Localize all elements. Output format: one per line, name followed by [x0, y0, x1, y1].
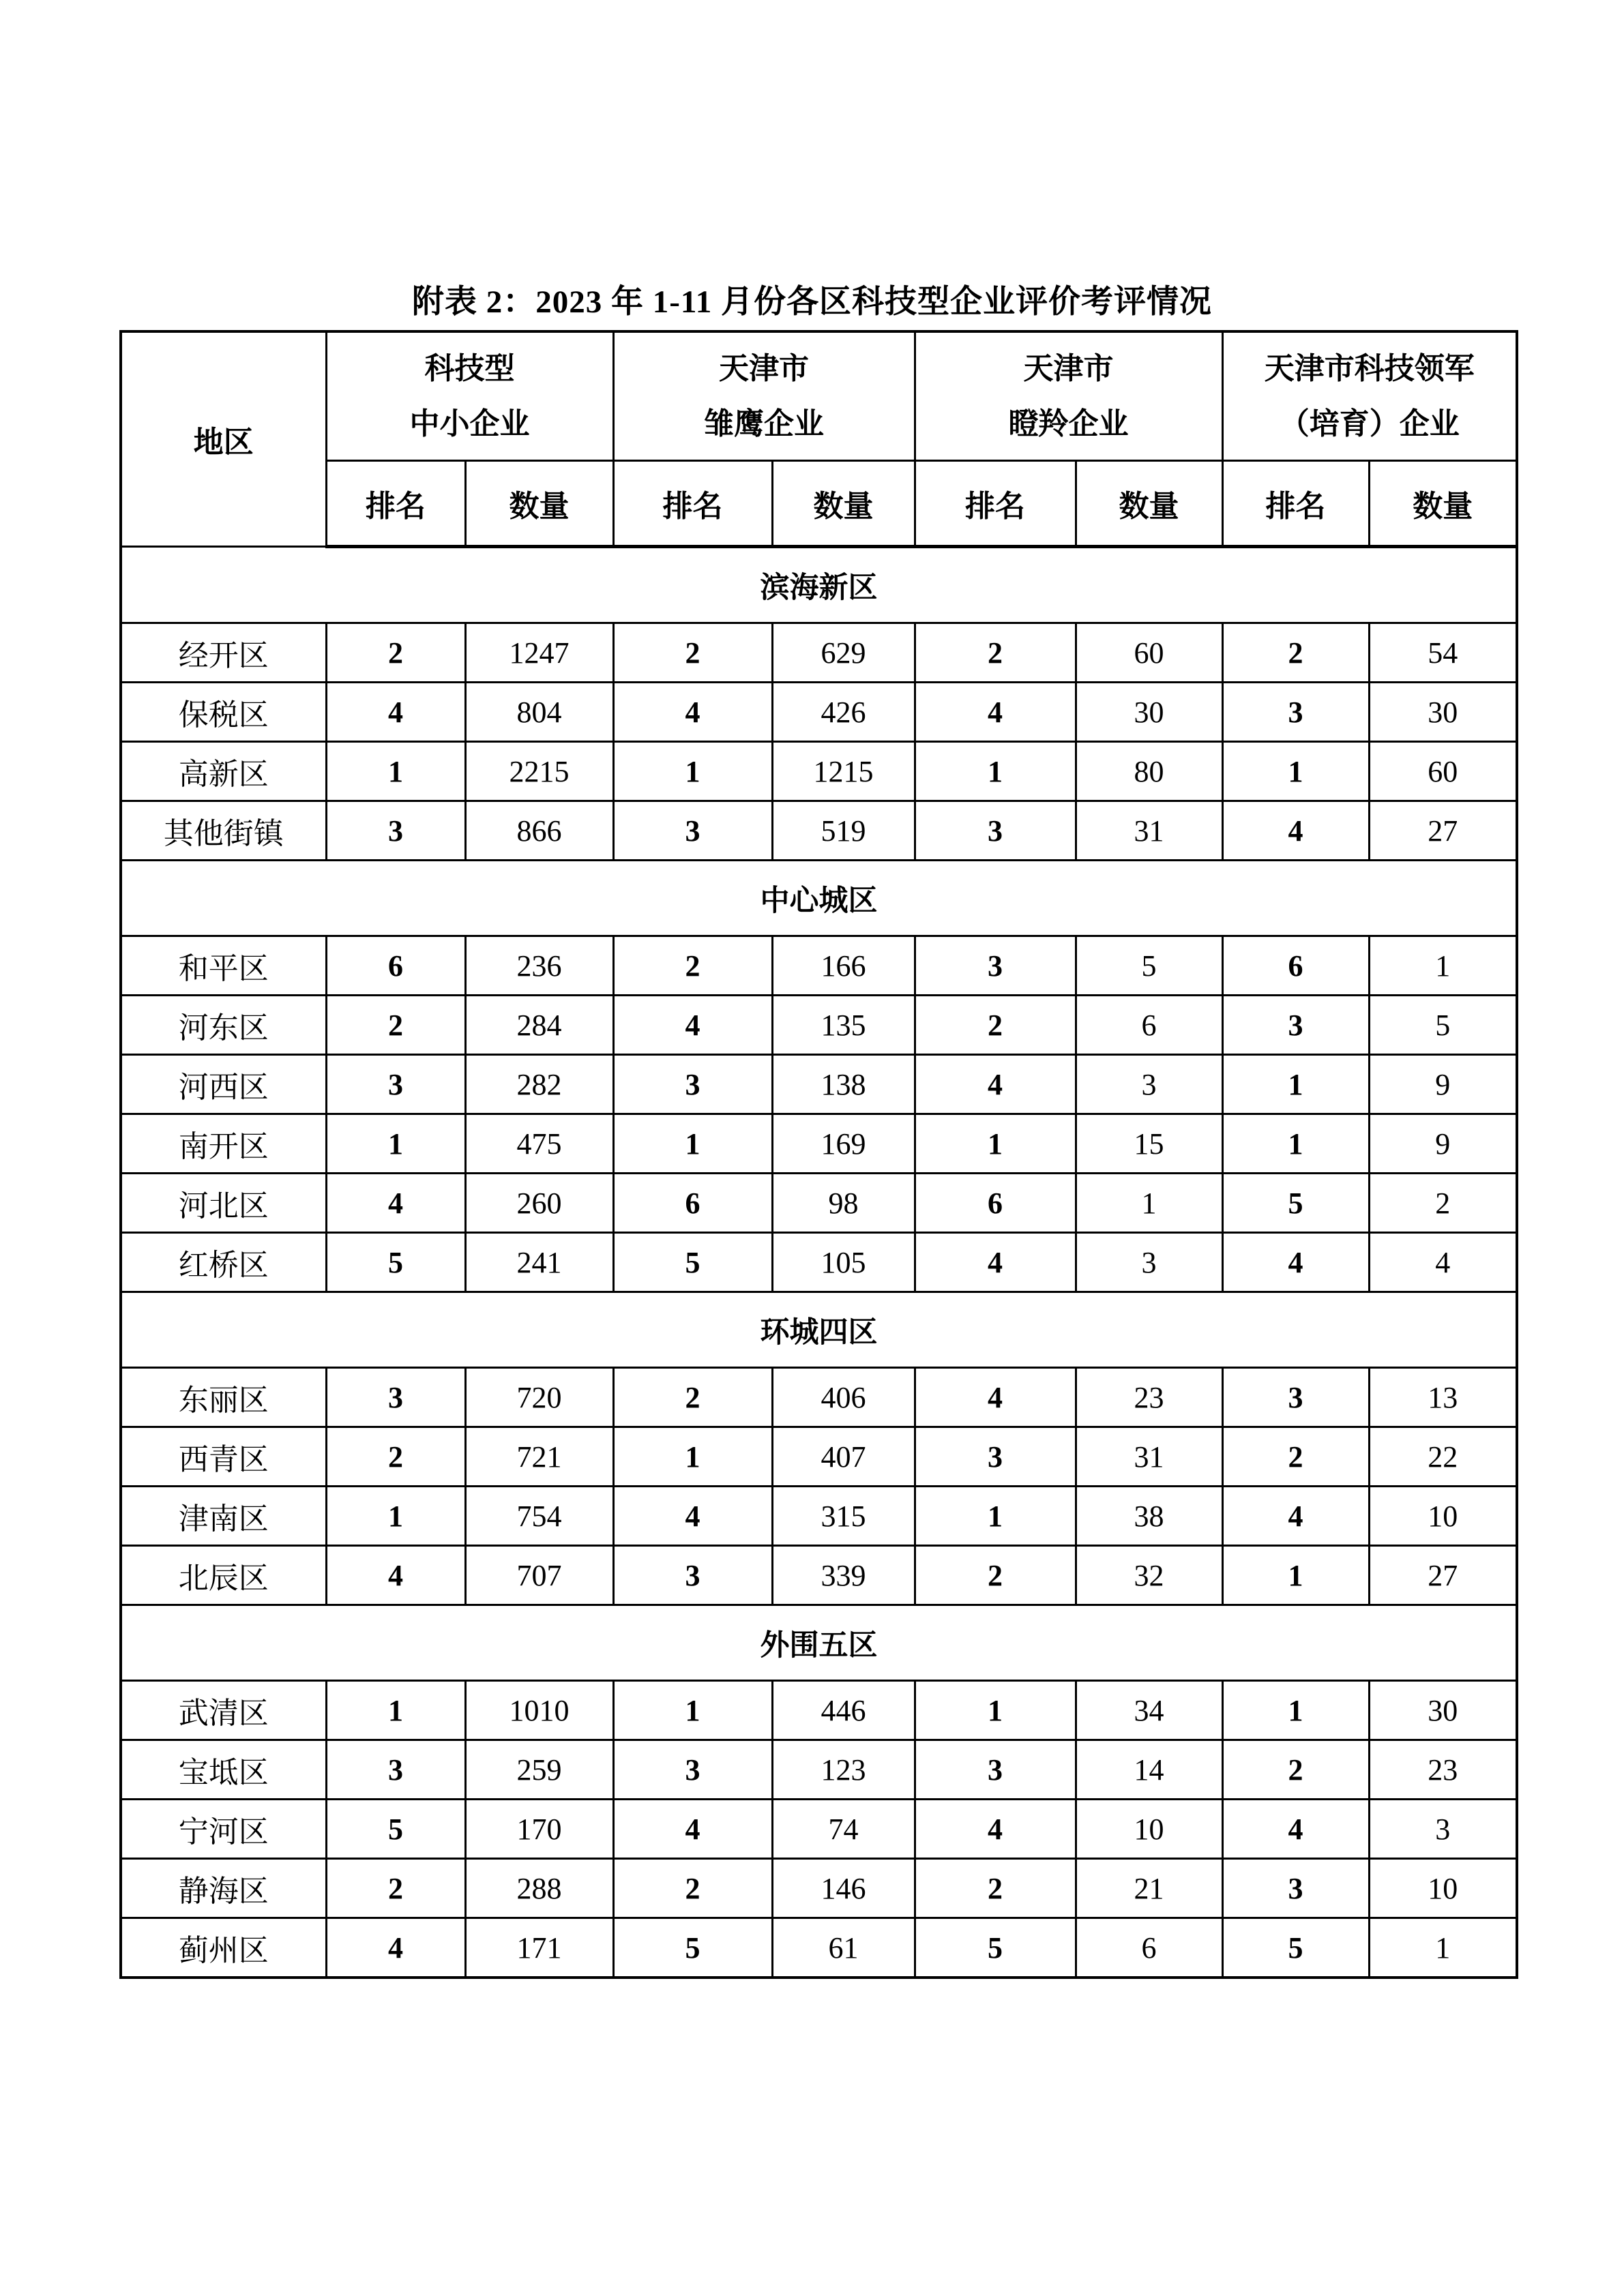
- count-cell: 80: [1076, 742, 1222, 801]
- count-cell: 34: [1076, 1681, 1222, 1740]
- group-header-cell: [613, 331, 915, 461]
- region-cell: 静海区: [121, 1859, 326, 1918]
- rank-cell: 6: [613, 1174, 772, 1233]
- region-header-cell: 地区: [121, 331, 326, 547]
- count-header-cell: 数量: [1076, 461, 1222, 547]
- count-cell: 31: [1076, 801, 1222, 861]
- group-header-cell: [326, 331, 613, 461]
- rank-cell: 4: [613, 996, 772, 1055]
- rank-cell: 5: [326, 1800, 465, 1859]
- group-label-line: 天津市: [719, 351, 809, 385]
- table-row: [121, 1114, 1517, 1174]
- count-cell: 30: [1369, 683, 1517, 742]
- table-row: [121, 1233, 1517, 1292]
- count-cell: 169: [772, 1114, 915, 1174]
- count-cell: 166: [772, 936, 915, 996]
- table-row: [121, 1859, 1517, 1918]
- rank-cell: 4: [915, 1368, 1076, 1427]
- rank-cell: 2: [915, 623, 1076, 683]
- count-cell: 30: [1076, 683, 1222, 742]
- rank-cell: 1: [915, 1487, 1076, 1546]
- count-cell: 9: [1369, 1055, 1517, 1114]
- count-cell: 23: [1369, 1740, 1517, 1800]
- count-cell: 6: [1076, 996, 1222, 1055]
- count-cell: 30: [1369, 1681, 1517, 1740]
- count-cell: 3: [1076, 1055, 1222, 1114]
- table-row: [121, 1681, 1517, 1740]
- rank-cell: 3: [915, 801, 1076, 861]
- table-row: [121, 996, 1517, 1055]
- rank-cell: 6: [915, 1174, 1076, 1233]
- rank-cell: 4: [613, 1800, 772, 1859]
- count-cell: 10: [1076, 1800, 1222, 1859]
- rank-cell: 4: [1222, 1233, 1369, 1292]
- rank-cell: 2: [1222, 1427, 1369, 1487]
- rank-cell: 1: [613, 1114, 772, 1174]
- rank-cell: 4: [326, 683, 465, 742]
- region-cell: 东丽区: [121, 1368, 326, 1427]
- count-cell: 1247: [465, 623, 613, 683]
- count-cell: 15: [1076, 1114, 1222, 1174]
- table-row: [121, 683, 1517, 742]
- count-cell: 866: [465, 801, 613, 861]
- count-cell: 60: [1076, 623, 1222, 683]
- region-cell: 宁河区: [121, 1800, 326, 1859]
- count-cell: 123: [772, 1740, 915, 1800]
- rank-cell: 1: [326, 742, 465, 801]
- count-cell: 406: [772, 1368, 915, 1427]
- region-cell: 宝坻区: [121, 1740, 326, 1800]
- rank-cell: 4: [326, 1918, 465, 1978]
- table-row: [121, 1800, 1517, 1859]
- group-label-line: 瞪羚企业: [1008, 407, 1129, 441]
- count-cell: 32: [1076, 1546, 1222, 1605]
- table-row: [121, 742, 1517, 801]
- count-cell: 804: [465, 683, 613, 742]
- table-row: [121, 623, 1517, 683]
- rank-cell: 4: [1222, 1800, 1369, 1859]
- rank-cell: 1: [326, 1487, 465, 1546]
- count-cell: 407: [772, 1427, 915, 1487]
- rank-cell: 1: [326, 1114, 465, 1174]
- count-cell: 74: [772, 1800, 915, 1859]
- rank-cell: 3: [915, 1740, 1076, 1800]
- rank-cell: 5: [326, 1233, 465, 1292]
- rank-cell: 5: [1222, 1174, 1369, 1233]
- group-label-line: 中小企业: [409, 407, 530, 441]
- count-cell: 1: [1369, 1918, 1517, 1978]
- rank-cell: 3: [915, 936, 1076, 996]
- rank-cell: 1: [915, 1114, 1076, 1174]
- table-row: [121, 1174, 1517, 1233]
- group-label-line: 天津市: [1023, 351, 1114, 385]
- rank-cell: 1: [613, 1681, 772, 1740]
- group-label-line: （培育）企业: [1279, 407, 1460, 441]
- section-row: [121, 1605, 1517, 1681]
- rank-cell: 1: [613, 1427, 772, 1487]
- rank-cell: 4: [326, 1174, 465, 1233]
- rank-header-cell: 排名: [326, 461, 465, 547]
- count-cell: 284: [465, 996, 613, 1055]
- rank-cell: 3: [326, 1368, 465, 1427]
- group-header-cell: [915, 331, 1222, 461]
- rank-cell: 1: [915, 1681, 1076, 1740]
- count-cell: 135: [772, 996, 915, 1055]
- count-cell: 21: [1076, 1859, 1222, 1918]
- group-header-cell: [1222, 331, 1517, 461]
- rank-cell: 4: [915, 1800, 1076, 1859]
- rank-cell: 4: [915, 683, 1076, 742]
- rank-cell: 3: [613, 1546, 772, 1605]
- rank-cell: 3: [326, 1740, 465, 1800]
- count-cell: 14: [1076, 1740, 1222, 1800]
- count-cell: 236: [465, 936, 613, 996]
- rank-cell: 1: [1222, 1114, 1369, 1174]
- region-cell: 其他街镇: [121, 801, 326, 861]
- rank-cell: 2: [915, 1859, 1076, 1918]
- rank-cell: 5: [1222, 1918, 1369, 1978]
- rank-cell: 1: [915, 742, 1076, 801]
- table-row: [121, 1740, 1517, 1800]
- rank-cell: 3: [613, 1740, 772, 1800]
- count-cell: 22: [1369, 1427, 1517, 1487]
- count-cell: 1: [1076, 1174, 1222, 1233]
- rank-cell: 1: [326, 1681, 465, 1740]
- rank-cell: 2: [1222, 623, 1369, 683]
- table-row: [121, 801, 1517, 861]
- count-cell: 282: [465, 1055, 613, 1114]
- rank-cell: 6: [326, 936, 465, 996]
- evaluation-table: [119, 330, 1518, 1979]
- count-cell: 1215: [772, 742, 915, 801]
- count-cell: 426: [772, 683, 915, 742]
- rank-cell: 3: [1222, 683, 1369, 742]
- rank-cell: 1: [1222, 1055, 1369, 1114]
- rank-header-cell: 排名: [915, 461, 1076, 547]
- rank-cell: 2: [326, 996, 465, 1055]
- count-cell: 60: [1369, 742, 1517, 801]
- count-cell: 10: [1369, 1487, 1517, 1546]
- region-cell: 河北区: [121, 1174, 326, 1233]
- count-cell: 519: [772, 801, 915, 861]
- count-cell: 31: [1076, 1427, 1222, 1487]
- rank-cell: 2: [613, 1859, 772, 1918]
- page-title: 附表 2：2023 年 1-11 月份各区科技型企业评价考评情况: [411, 284, 1213, 320]
- region-cell: 北辰区: [121, 1546, 326, 1605]
- table-row: [121, 1546, 1517, 1605]
- count-cell: 475: [465, 1114, 613, 1174]
- count-cell: 3: [1369, 1800, 1517, 1859]
- count-cell: 54: [1369, 623, 1517, 683]
- count-header-cell: 数量: [1369, 461, 1517, 547]
- count-cell: 9: [1369, 1114, 1517, 1174]
- count-cell: 5: [1076, 936, 1222, 996]
- section-name: 环城四区: [121, 1292, 1517, 1368]
- count-cell: 23: [1076, 1368, 1222, 1427]
- count-cell: 61: [772, 1918, 915, 1978]
- region-cell: 和平区: [121, 936, 326, 996]
- group-label-line: 科技型: [424, 351, 515, 385]
- count-cell: 146: [772, 1859, 915, 1918]
- count-cell: 629: [772, 623, 915, 683]
- rank-cell: 2: [326, 1427, 465, 1487]
- count-cell: 27: [1369, 801, 1517, 861]
- count-cell: 98: [772, 1174, 915, 1233]
- count-cell: 5: [1369, 996, 1517, 1055]
- rank-cell: 5: [613, 1233, 772, 1292]
- region-cell: 红桥区: [121, 1233, 326, 1292]
- region-cell: 经开区: [121, 623, 326, 683]
- count-cell: 754: [465, 1487, 613, 1546]
- rank-cell: 3: [1222, 1368, 1369, 1427]
- count-cell: 707: [465, 1546, 613, 1605]
- count-cell: 4: [1369, 1233, 1517, 1292]
- region-cell: 武清区: [121, 1681, 326, 1740]
- region-cell: 河西区: [121, 1055, 326, 1114]
- rank-cell: 3: [1222, 1859, 1369, 1918]
- rank-cell: 2: [326, 623, 465, 683]
- rank-cell: 1: [1222, 742, 1369, 801]
- table-row: [121, 1055, 1517, 1114]
- count-cell: 339: [772, 1546, 915, 1605]
- count-cell: 260: [465, 1174, 613, 1233]
- rank-cell: 4: [915, 1055, 1076, 1114]
- rank-cell: 4: [1222, 1487, 1369, 1546]
- count-cell: 10: [1369, 1859, 1517, 1918]
- table-row: [121, 1487, 1517, 1546]
- count-cell: 446: [772, 1681, 915, 1740]
- count-cell: 3: [1076, 1233, 1222, 1292]
- section-row: [121, 547, 1517, 623]
- rank-cell: 4: [326, 1546, 465, 1605]
- region-cell: 蓟州区: [121, 1918, 326, 1978]
- count-header-cell: 数量: [772, 461, 915, 547]
- table-row: [121, 1427, 1517, 1487]
- rank-cell: 2: [326, 1859, 465, 1918]
- region-cell: 西青区: [121, 1427, 326, 1487]
- count-header-cell: 数量: [465, 461, 613, 547]
- count-cell: 2: [1369, 1174, 1517, 1233]
- rank-cell: 2: [613, 1368, 772, 1427]
- count-cell: 315: [772, 1487, 915, 1546]
- sub-header-row: [121, 461, 1517, 547]
- rank-cell: 1: [613, 742, 772, 801]
- section-name: 中心城区: [121, 861, 1517, 936]
- rank-cell: 3: [613, 1055, 772, 1114]
- region-cell: 津南区: [121, 1487, 326, 1546]
- group-label-line: 天津市科技领军: [1264, 351, 1475, 385]
- count-cell: 170: [465, 1800, 613, 1859]
- rank-cell: 4: [915, 1233, 1076, 1292]
- table-row: [121, 1918, 1517, 1978]
- rank-cell: 3: [326, 801, 465, 861]
- rank-cell: 3: [326, 1055, 465, 1114]
- rank-cell: 1: [1222, 1546, 1369, 1605]
- rank-cell: 6: [1222, 936, 1369, 996]
- section-name: 滨海新区: [121, 547, 1517, 623]
- rank-cell: 4: [613, 1487, 772, 1546]
- region-cell: 高新区: [121, 742, 326, 801]
- rank-cell: 2: [1222, 1740, 1369, 1800]
- count-cell: 721: [465, 1427, 613, 1487]
- count-cell: 1010: [465, 1681, 613, 1740]
- rank-cell: 5: [915, 1918, 1076, 1978]
- count-cell: 288: [465, 1859, 613, 1918]
- section-row: [121, 861, 1517, 936]
- rank-cell: 5: [613, 1918, 772, 1978]
- rank-cell: 2: [915, 1546, 1076, 1605]
- rank-cell: 4: [613, 683, 772, 742]
- count-cell: 2215: [465, 742, 613, 801]
- rank-cell: 2: [613, 936, 772, 996]
- rank-cell: 4: [1222, 801, 1369, 861]
- count-cell: 138: [772, 1055, 915, 1114]
- count-cell: 171: [465, 1918, 613, 1978]
- count-cell: 6: [1076, 1918, 1222, 1978]
- count-cell: 241: [465, 1233, 613, 1292]
- rank-header-cell: 排名: [613, 461, 772, 547]
- rank-cell: 2: [915, 996, 1076, 1055]
- region-cell: 河东区: [121, 996, 326, 1055]
- count-cell: 105: [772, 1233, 915, 1292]
- region-cell: 保税区: [121, 683, 326, 742]
- rank-cell: 3: [1222, 996, 1369, 1055]
- section-name: 外围五区: [121, 1605, 1517, 1681]
- table-row: [121, 936, 1517, 996]
- count-cell: 27: [1369, 1546, 1517, 1605]
- rank-cell: 3: [613, 801, 772, 861]
- count-cell: 720: [465, 1368, 613, 1427]
- count-cell: 13: [1369, 1368, 1517, 1427]
- table-row: [121, 1368, 1517, 1427]
- rank-cell: 1: [1222, 1681, 1369, 1740]
- section-row: [121, 1292, 1517, 1368]
- rank-cell: 2: [613, 623, 772, 683]
- group-header-row: [121, 331, 1517, 461]
- count-cell: 38: [1076, 1487, 1222, 1546]
- rank-header-cell: 排名: [1222, 461, 1369, 547]
- count-cell: 259: [465, 1740, 613, 1800]
- group-label-line: 雏鹰企业: [704, 407, 824, 441]
- region-cell: 南开区: [121, 1114, 326, 1174]
- count-cell: 1: [1369, 936, 1517, 996]
- rank-cell: 3: [915, 1427, 1076, 1487]
